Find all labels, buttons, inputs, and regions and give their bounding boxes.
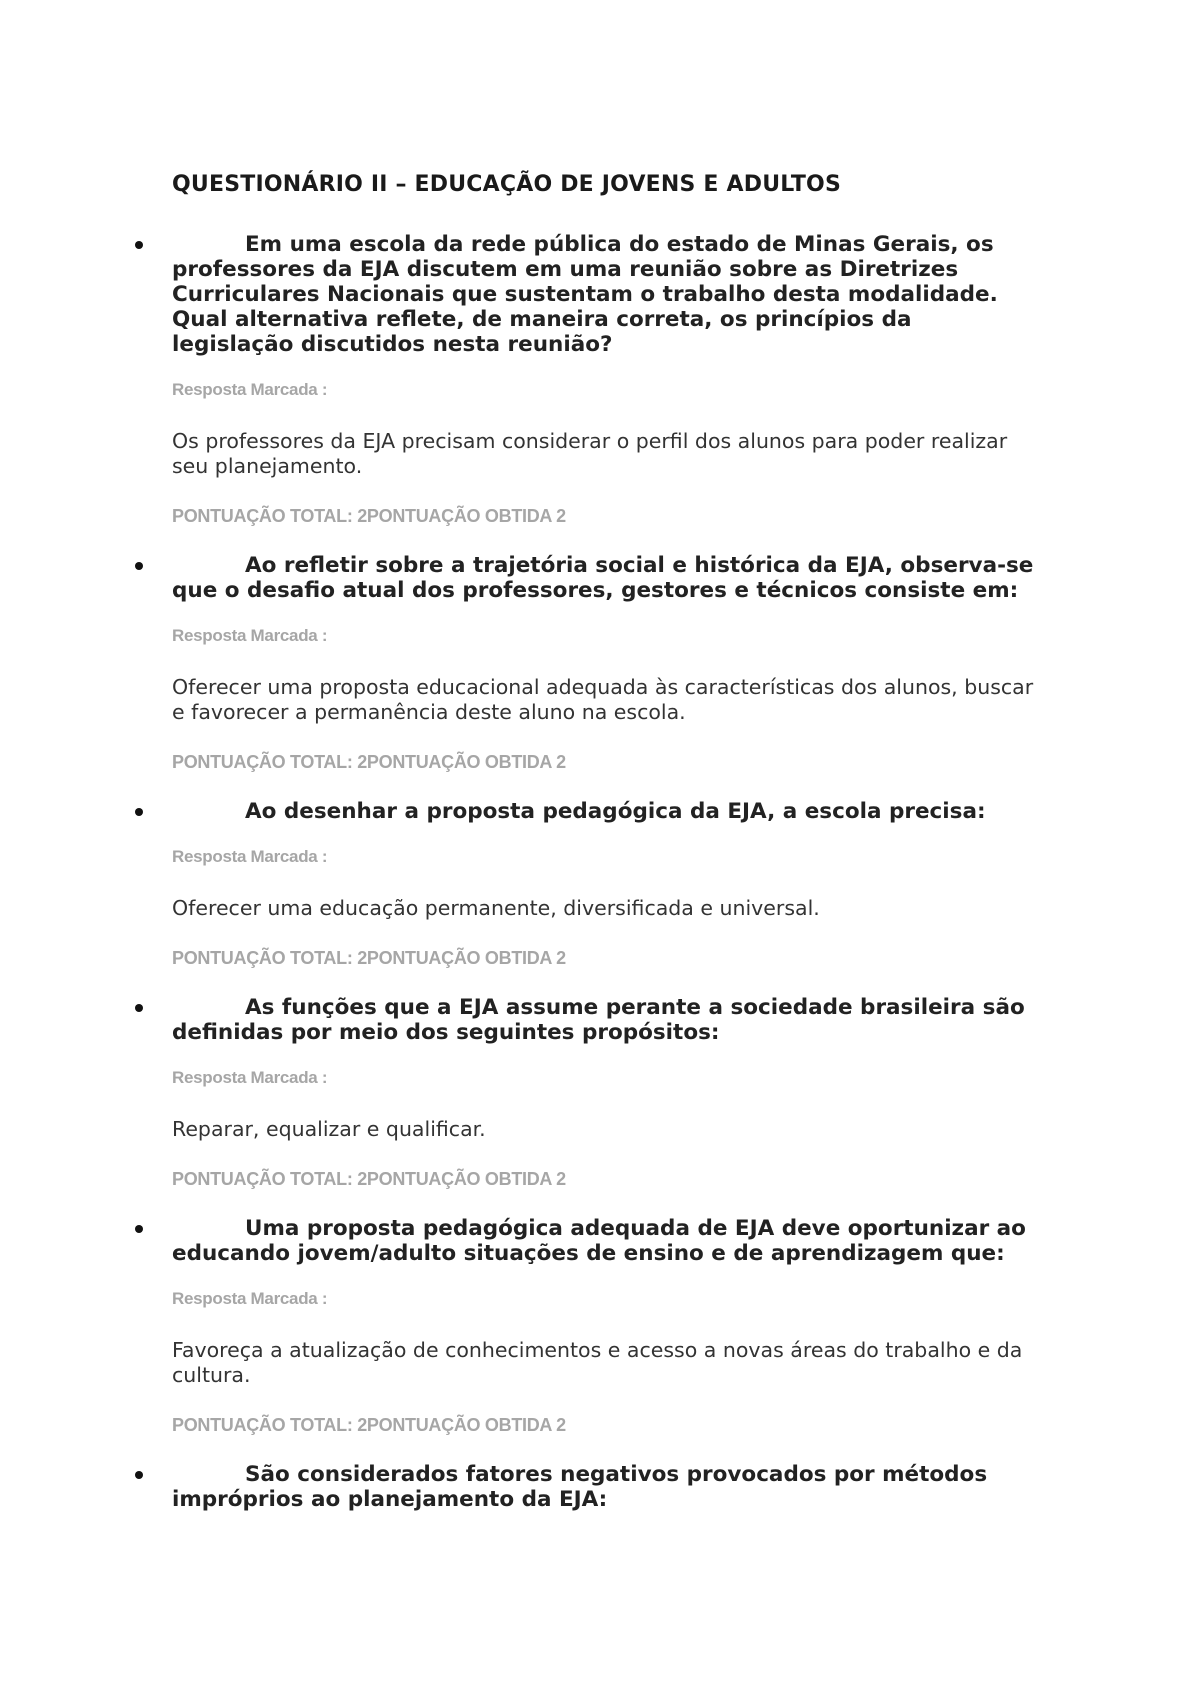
answer-text: Favoreça a atualização de conhecimentos e acesso a novas áreas do trabalho e da cultura. — [172, 1338, 1023, 1387]
answer-text: Reparar, equalizar e qualificar. — [172, 1117, 486, 1141]
score-text: PONTUAÇÃO TOTAL: 2PONTUAÇÃO OBTIDA 2 — [172, 752, 566, 772]
answer-label: Resposta Marcada : — [172, 1068, 328, 1087]
bullet-icon — [135, 1471, 143, 1479]
answer-text: Os professores da EJA precisam considerar o perfil dos alunos para poder realizar seu planejamento. — [172, 429, 1008, 478]
question-text: As funções que a EJA assume perante a sociedade brasileira são definidas por meio dos seguintes propósitos: — [172, 995, 1025, 1045]
score-text: PONTUAÇÃO TOTAL: 2PONTUAÇÃO OBTIDA 2 — [172, 1415, 566, 1435]
answer-label: Resposta Marcada : — [172, 626, 328, 645]
page-title: QUESTIONÁRIO II – EDUCAÇÃO DE JOVENS E ADULTOS — [172, 172, 841, 197]
bullet-icon — [135, 1225, 143, 1233]
question-item — [0, 553, 1200, 773]
bullet-icon — [135, 1004, 143, 1012]
bullet-icon — [135, 562, 143, 570]
question-list — [0, 232, 1200, 1538]
question-text: Em uma escola da rede pública do estado de Minas Gerais, os professores da EJA discutem em uma reunião sobre as Diretrizes Curriculares Nacionais que sustentam o trabalho desta modalidade. Qual alternativa reflete, de maneira correta, os princípios da legislação discutidos nesta reunião? — [172, 232, 998, 357]
question-item — [0, 232, 1200, 527]
question-item — [0, 1216, 1200, 1436]
bullet-icon — [135, 241, 143, 249]
score-text: PONTUAÇÃO TOTAL: 2PONTUAÇÃO OBTIDA 2 — [172, 948, 566, 968]
question-text: Ao desenhar a proposta pedagógica da EJA, a escola precisa: — [245, 799, 986, 824]
answer-label: Resposta Marcada : — [172, 847, 328, 866]
answer-text: Oferecer uma proposta educacional adequada às características dos alunos, buscar e favorecer a permanência deste aluno na escola. — [172, 675, 1034, 724]
question-item — [0, 1462, 1200, 1512]
answer-label: Resposta Marcada : — [172, 1289, 328, 1308]
score-text: PONTUAÇÃO TOTAL: 2PONTUAÇÃO OBTIDA 2 — [172, 506, 566, 526]
question-item — [0, 995, 1200, 1190]
question-text: Uma proposta pedagógica adequada de EJA deve oportunizar ao educando jovem/adulto situações de ensino e de aprendizagem que: — [172, 1216, 1026, 1266]
question-text: São considerados fatores negativos provocados por métodos impróprios ao planejamento da EJA: — [172, 1462, 988, 1512]
answer-text: Oferecer uma educação permanente, diversificada e universal. — [172, 896, 820, 920]
answer-label: Resposta Marcada : — [172, 380, 328, 399]
bullet-icon — [135, 808, 143, 816]
score-text: PONTUAÇÃO TOTAL: 2PONTUAÇÃO OBTIDA 2 — [172, 1169, 566, 1189]
question-text: Ao refletir sobre a trajetória social e histórica da EJA, observa-se que o desafio atual dos professores, gestores e técnicos consiste em: — [172, 553, 1034, 603]
question-item — [0, 799, 1200, 969]
